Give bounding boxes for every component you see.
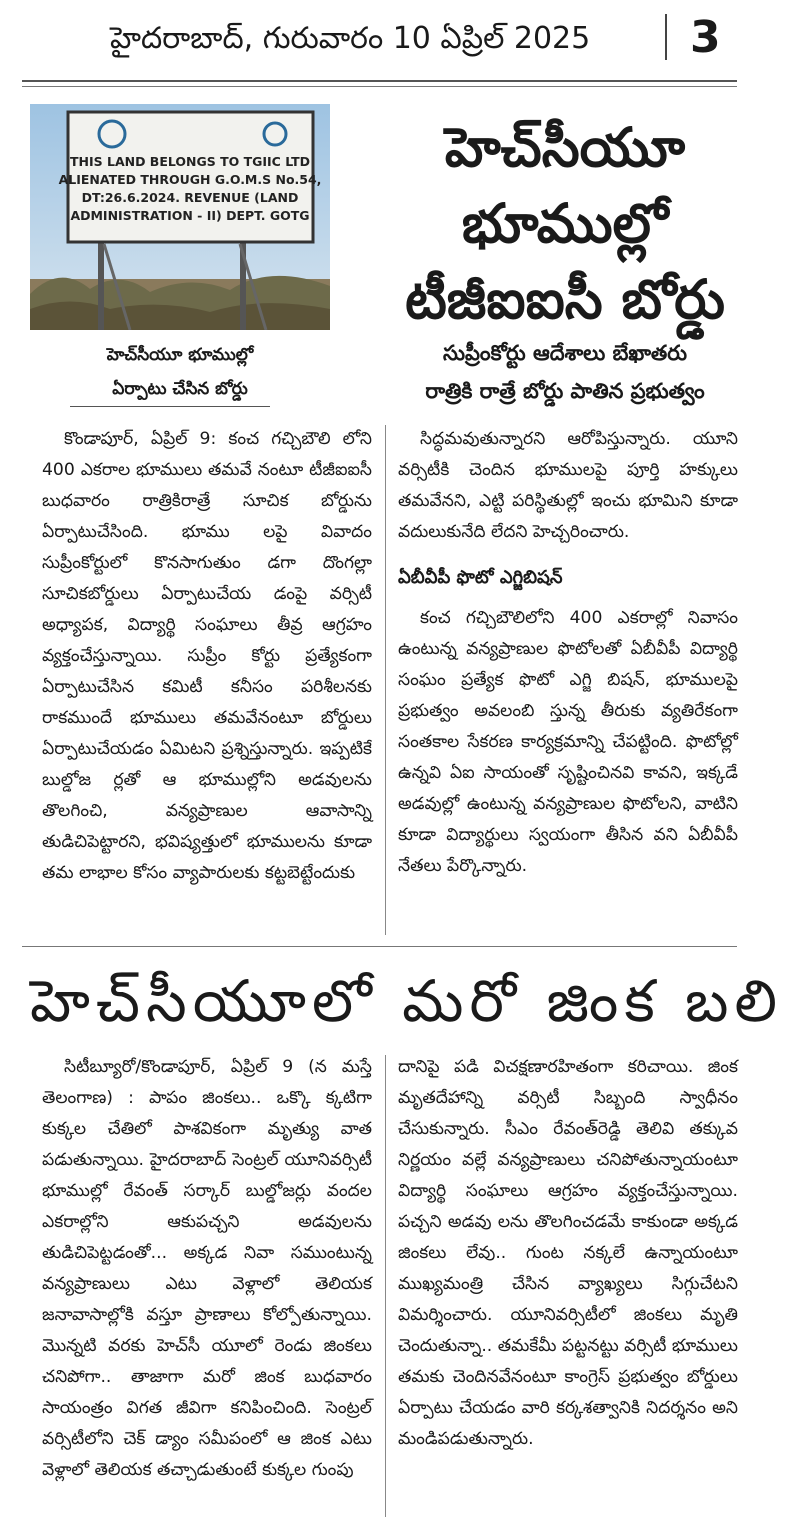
story1-headline-line-2: భూముల్లో xyxy=(461,192,669,255)
story2-left-paragraph: సిటీబ్యూరో/కొండాపూర్, ఏప్రిల్ 9 (న మస్తే తెలంగాణ) : పాపం జింకలు.. ఒక్కొ క్కటిగా కుక్కల చేతిలో పాశవికంగా మృత్యు వాత పడుతున్నాయి. హైదరాబాద్ సెంట్రల్ యూనివర్సిటీ భూముల్లో రేవంత్ సర్కార్ బుల్డోజర్లు వందల ఎకరాల్లోని ఆకుపచ్చని అడవులను తుడిచిపెట్టడంతో... అక్కడ నివా సముంటున్న వన్యప్రాణులు ఎటు వెళ్లాలో తెలియక జనావాసాల్లోకి వస్తూ ప్రాణాలు కోల్పోతున్నాయి. మొన్నటి వరకు హెచ్‌సీ యూలో రెండు జింకలు చనిపోగా.. తాజాగా మరో జింక బుధవారం సాయంత్రం విగత జీవిగా కనిపించింది. సెంట్రల్ వర్సిటీలోని చెక్ డ్యాం సమీపంలో ఆ జింక ఎటు వెళ్లాలో తెలియక తచ్చాడుతుంటే కుక్కల గుంపు xyxy=(42,1057,372,1480)
sign-line-2: ALIENATED THROUGH G.O.M.S No.54, xyxy=(58,172,322,187)
story2-headline: హెచ్‌సీయూలో మరో జింక బలి xyxy=(30,967,784,1035)
masthead-separator xyxy=(665,14,667,60)
photo-caption-line-2: ఏర్పాటు చేసిన బోర్డు xyxy=(112,379,248,399)
story-separator xyxy=(22,946,737,947)
column-divider-2 xyxy=(385,1055,386,1517)
story1-right-paragraph-1: సిద్ధమవుతున్నారని ఆరోపిస్తున్నారు. యూని వర్సిటీకి చెందిన భూములపై పూర్తి హక్కులు తమవేనని, ఎట్టి పరిస్థితుల్లో ఇంచు భూమిని కూడా వదులుకునేది లేదని హెచ్చరించారు. xyxy=(398,429,738,542)
story2-right-paragraph: దానిపై పడి విచక్షణారహితంగా కరిచాయి. జింక మృతదేహాన్ని వర్సిటీ సిబ్బంది స్వాధీనం చేసుకున్నారు. సీఎం రేవంత్‌రెడ్డి తెలివి తక్కువ నిర్ణయం వల్లే వన్యప్రాణులు చనిపోతున్నాయంటూ విద్యార్థి సంఘాలు ఆగ్రహం వ్యక్తంచేస్తున్నాయి. పచ్చని అడవు లను తొలగించడమే కాకుండా అక్కడ జింకలు లేవు.. గుంట నక్కలే ఉన్నాయంటూ ముఖ్యమంత్రి చేసిన వ్యాఖ్యలు సిగ్గుచేటని విమర్శించారు. యూనివర్సిటీలో జింకలు మృతి చెందుతున్నా.. తమకేమీ పట్టనట్టు వర్సిటీ భూములు తమకు చెందినవేనంటూ కాంగ్రెస్ ప్రభుత్వం బోర్డులు ఏర్పాటు చేయడం వారి కర్కశత్వానికి నిదర్శనం అని మండిపడుతున్నారు. xyxy=(398,1057,739,1449)
photo-caption xyxy=(40,338,320,406)
story1-subhead-1: సుప్రీంకోర్టు ఆదేశాలు బేఖాతరు xyxy=(442,341,687,365)
masthead-rule-thin xyxy=(22,86,737,87)
dateline: హైదరాబాద్, గురువారం 10 ఏప్రిల్ 2025 xyxy=(110,21,591,56)
story2-column-right xyxy=(398,1052,738,1455)
story1-headline-line-3: టీజీఐఐసీ బోర్డు xyxy=(405,268,725,331)
masthead-rule xyxy=(22,80,737,82)
story1-right-paragraph-2: కంచ గచ్చిబౌలిలోని 400 ఎకరాల్లో నివాసం ఉంటున్న వన్యప్రాణుల ఫొటోలతో ఏబీవీపీ విద్యార్థి సంఘం ప్రత్యేక ఫొటో ఎగ్జి బిషన్, భూములపై ప్రభుత్వం అవలంబి స్తున్న తీరుకు వ్యతిరేకంగా సంతకాల సేకరణ కార్యక్రమాన్ని చేపట్టింది. ఫొటోల్లో ఉన్నవి ఏఐ సాయంతో సృష్టించినవి కావని, ఇక్కడే అడవుల్లో ఉంటున్న వన్యప్రాణుల ఫొటోలని, వాటిని కూడా విద్యార్థులు స్వయంగా తీసిన వని ఏబీవీపీ నేతలు పేర్కొన్నారు. xyxy=(398,608,738,876)
sign-line-3: DT:26.6.2024. REVENUE (LAND xyxy=(81,190,299,205)
story1-column-right xyxy=(398,424,738,882)
story2-column-left xyxy=(42,1052,372,1486)
sign-line-4: ADMINISTRATION - II) DEPT. GOTG xyxy=(70,208,310,223)
story1-column-left xyxy=(42,424,372,889)
story1-left-paragraph: కొండాపూర్, ఏప్రిల్ 9: కంచ గచ్చిబౌలి లోని 400 ఎకరాల భూములు తమవే నంటూ టీజీఐఐసీ బుధవారం రాత్రికిరాత్రే సూచిక బోర్డును ఏర్పాటుచేసింది. భూము లపై వివాదం సుప్రీంకోర్టులో కొనసాగుతుం డగా దొంగల్లా సూచికబోర్డులు ఏర్పాటుచేయ డంపై వర్సిటీ అధ్యాపక, విద్యార్థి సంఘాలు తీవ్ర ఆగ్రహం వ్యక్తంచేస్తున్నాయి. సుప్రీం కోర్టు ప్రత్యేకంగా ఏర్పాటుచేసిన కమిటీ కనీసం పరిశీలనకు రాకముందే భూములు తమవేనంటూ బోర్డులు ఏర్పాటుచేయడం ఏమిటని ప్రశ్నిస్తున్నారు. ఇప్పటికే బుల్డోజ ర్లతో ఆ భూముల్లోని అడవులను తొలగించి, వన్యప్రాణుల ఆవాసాన్ని తుడిచిపెట్టారని, భవిష్యత్తులో భూములను కూడా తమ లాభాల కోసం వ్యాపారులకు కట్టబెట్టేందుకు xyxy=(42,429,372,883)
column-divider xyxy=(385,425,386,935)
story1-subhead-2: రాత్రికి రాత్రే బోర్డు పాతిన ప్రభుత్వం xyxy=(425,379,705,403)
story1-headline xyxy=(360,110,770,338)
page-number: 3 xyxy=(690,12,721,63)
signboard-photo-art xyxy=(30,104,330,330)
story1-headline-line-1: హెచ్‌సీయూ xyxy=(444,116,686,179)
photo-caption-line-1: హెచ్‌సీయూ భూముల్లో xyxy=(106,345,254,365)
signboard-photo xyxy=(30,104,330,330)
story1-right-subhead: ఏబీవీపీ ఫొటో ఎగ్జిబిషన్ xyxy=(398,567,563,588)
caption-rule xyxy=(70,406,270,407)
sign-line-1: THIS LAND BELONGS TO TGIIC LTD xyxy=(69,154,311,169)
